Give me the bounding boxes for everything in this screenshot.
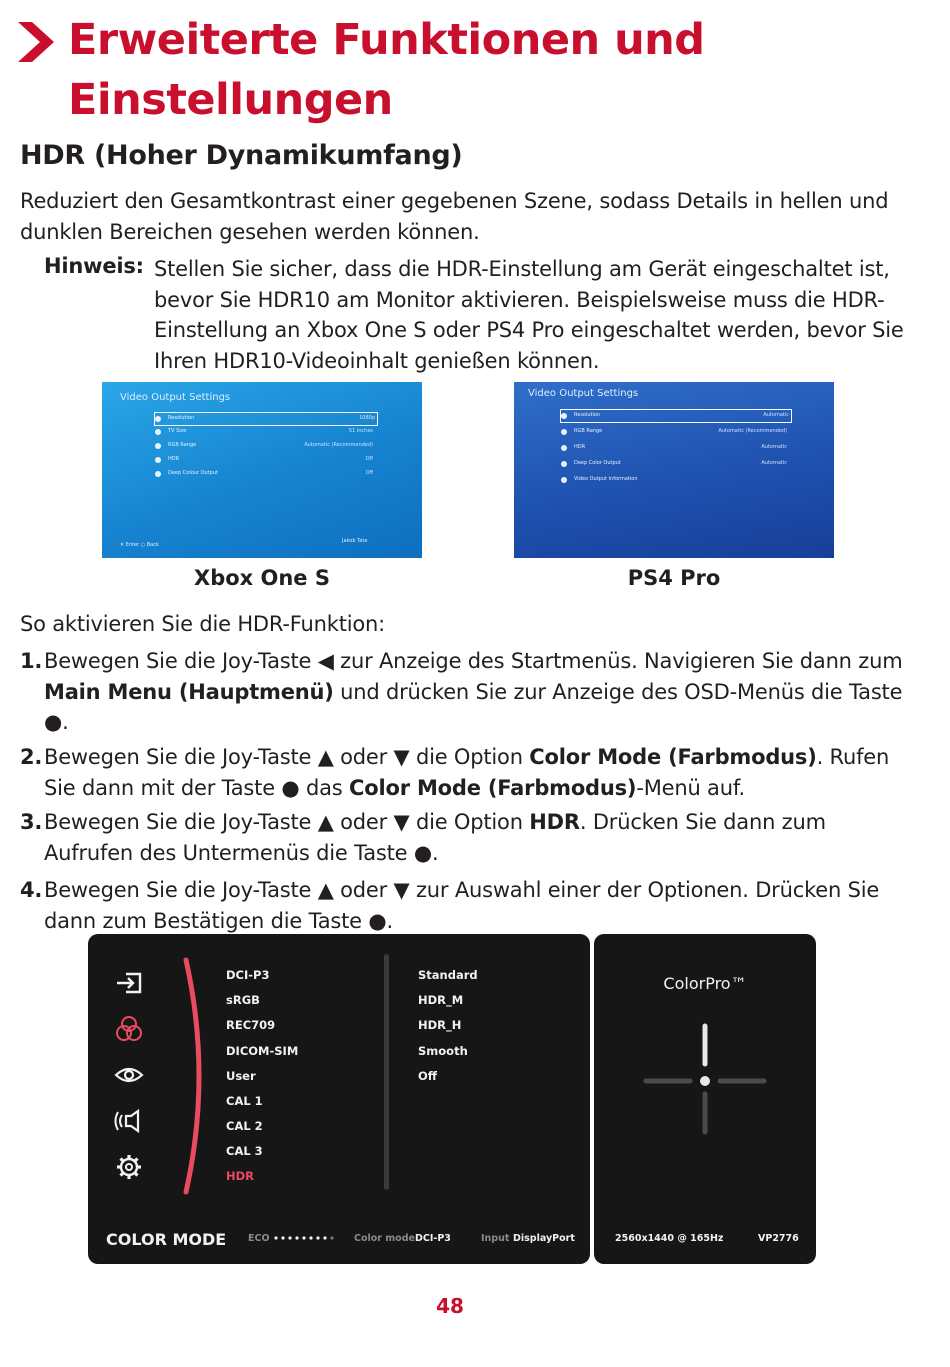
ps4-screenshot [514,382,834,558]
brand-logo: ColorPro™ [663,974,747,993]
section-heading: HDR (Hoher Dynamikumfang) [20,140,463,171]
note-text: Stellen Sie sicher, dass die HDR-Einstellung am Gerät eingeschaltet ist, bevor Sie HDR10 am Monitor aktivieren. Beispielsweise muss die HDR-Einstellung an Xbox One S oder PS4 Pro eingeschaltet werden, bevor Sie Ihren HDR10-Videoinhalt genießen können. [154,257,904,373]
chevron-right-icon [18,22,54,62]
step-2: 2. Bewegen Sie die Joy-Taste ▲ oder ▼ die Option Color Mode (Farbmodus). Rufen Sie dann mit der Taste ● das Color Mode (Farbmodus)-Menü auf. [20,745,890,800]
menu-divider [384,954,389,1190]
ps4-row: HDR Automatic [561,442,789,454]
sub-option-smooth[interactable]: Smooth [418,1044,468,1058]
xbox-row: RGB Range Automatic (Recommended) [155,440,375,452]
xbox-row: HDR Off [155,454,375,466]
option-hdr[interactable]: HDR [226,1169,255,1183]
option-user[interactable]: User [226,1069,256,1083]
option-cal-3[interactable]: CAL 3 [226,1144,263,1158]
color-mode-value: DCI-P3 [415,1233,451,1244]
xbox-screenshot [102,382,422,558]
xbox-footer-hints: ✕ Enter ○ Back [120,542,159,548]
osd-main-panel [88,934,590,1264]
ps4-row: Video Output Information [561,474,789,486]
resolution-readout: 2560x1440 @ 165Hz [615,1233,724,1244]
xbox-row: Deep Colour Output Off [155,468,375,480]
color-icon [114,1014,144,1044]
sub-option-hdr-m[interactable]: HDR_M [418,993,464,1007]
option-dci-p3[interactable]: DCI-P3 [226,968,270,982]
ps4-screen-title: Video Output Settings [528,388,639,399]
sub-option-hdr-h[interactable]: HDR_H [418,1018,462,1032]
menu-selection-arc [178,956,208,1196]
xbox-caption: Xbox One S [194,566,330,590]
step-4: 4. Bewegen Sie die Joy-Taste ▲ oder ▼ zur Auswahl einer der Optionen. Drücken Sie dann zum Bestätigen die Taste ●. [20,878,880,933]
section-intro: Reduziert den Gesamtkontrast einer gegebenen Szene, sodass Details in hellen und dunklen Bereichen gesehen werden können. [20,189,889,244]
page-title: Erweiterte Funktionen und Einstellungen [68,15,705,125]
color-mode-label: Color mode [354,1233,415,1244]
xbox-footer-user: Jakob Tate [342,538,368,544]
joystick-guide-icon [638,1018,772,1144]
model-name: VP2776 [758,1233,799,1244]
eco-level-dots [274,1234,340,1242]
gear-icon [114,1152,144,1182]
step-1: 1. Bewegen Sie die Joy-Taste ◀ zur Anzeige des Startmenüs. Navigieren Sie dann zum Main Menu (Hauptmenü) und drücken Sie zur Anzeige des OSD-Menüs die Taste ●. [20,649,903,734]
xbox-screen-title: Video Output Settings [120,392,231,403]
input-value: DisplayPort [513,1233,575,1244]
ps4-row: Resolution Automatic [560,409,792,423]
osd-side-panel [594,934,816,1264]
ps4-caption: PS4 Pro [627,566,721,590]
ps4-row: RGB Range Automatic (Recommended) [561,426,789,438]
option-rec709[interactable]: REC709 [226,1018,276,1032]
note-label: Hinweis: [44,254,144,278]
option-dicom-sim[interactable]: DICOM-SIM [226,1044,299,1058]
page-number: 48 [436,1294,464,1318]
input-label: Input [481,1233,510,1244]
sub-option-standard[interactable]: Standard [418,968,478,982]
ps4-row: Deep Color Output Automatic [561,458,789,470]
step-3: 3. Bewegen Sie die Joy-Taste ▲ oder ▼ die Option HDR. Drücken Sie dann zum Aufrufen des Untermenüs die Taste ●. [20,810,826,865]
input-icon [114,968,144,998]
audio-icon [114,1106,144,1136]
eco-label: ECO [248,1233,270,1244]
option-cal-1[interactable]: CAL 1 [226,1094,263,1108]
option-srgb[interactable]: sRGB [226,993,260,1007]
eye-icon [114,1060,144,1090]
sub-option-off[interactable]: Off [418,1069,438,1083]
option-cal-2[interactable]: CAL 2 [226,1119,263,1133]
osd-menu-title: COLOR MODE [106,1230,227,1249]
steps-lead: So aktivieren Sie die HDR-Funktion: [20,612,386,636]
xbox-row: Resolution 1080p [154,412,378,426]
xbox-row: TV Size 51 inches [155,426,375,438]
